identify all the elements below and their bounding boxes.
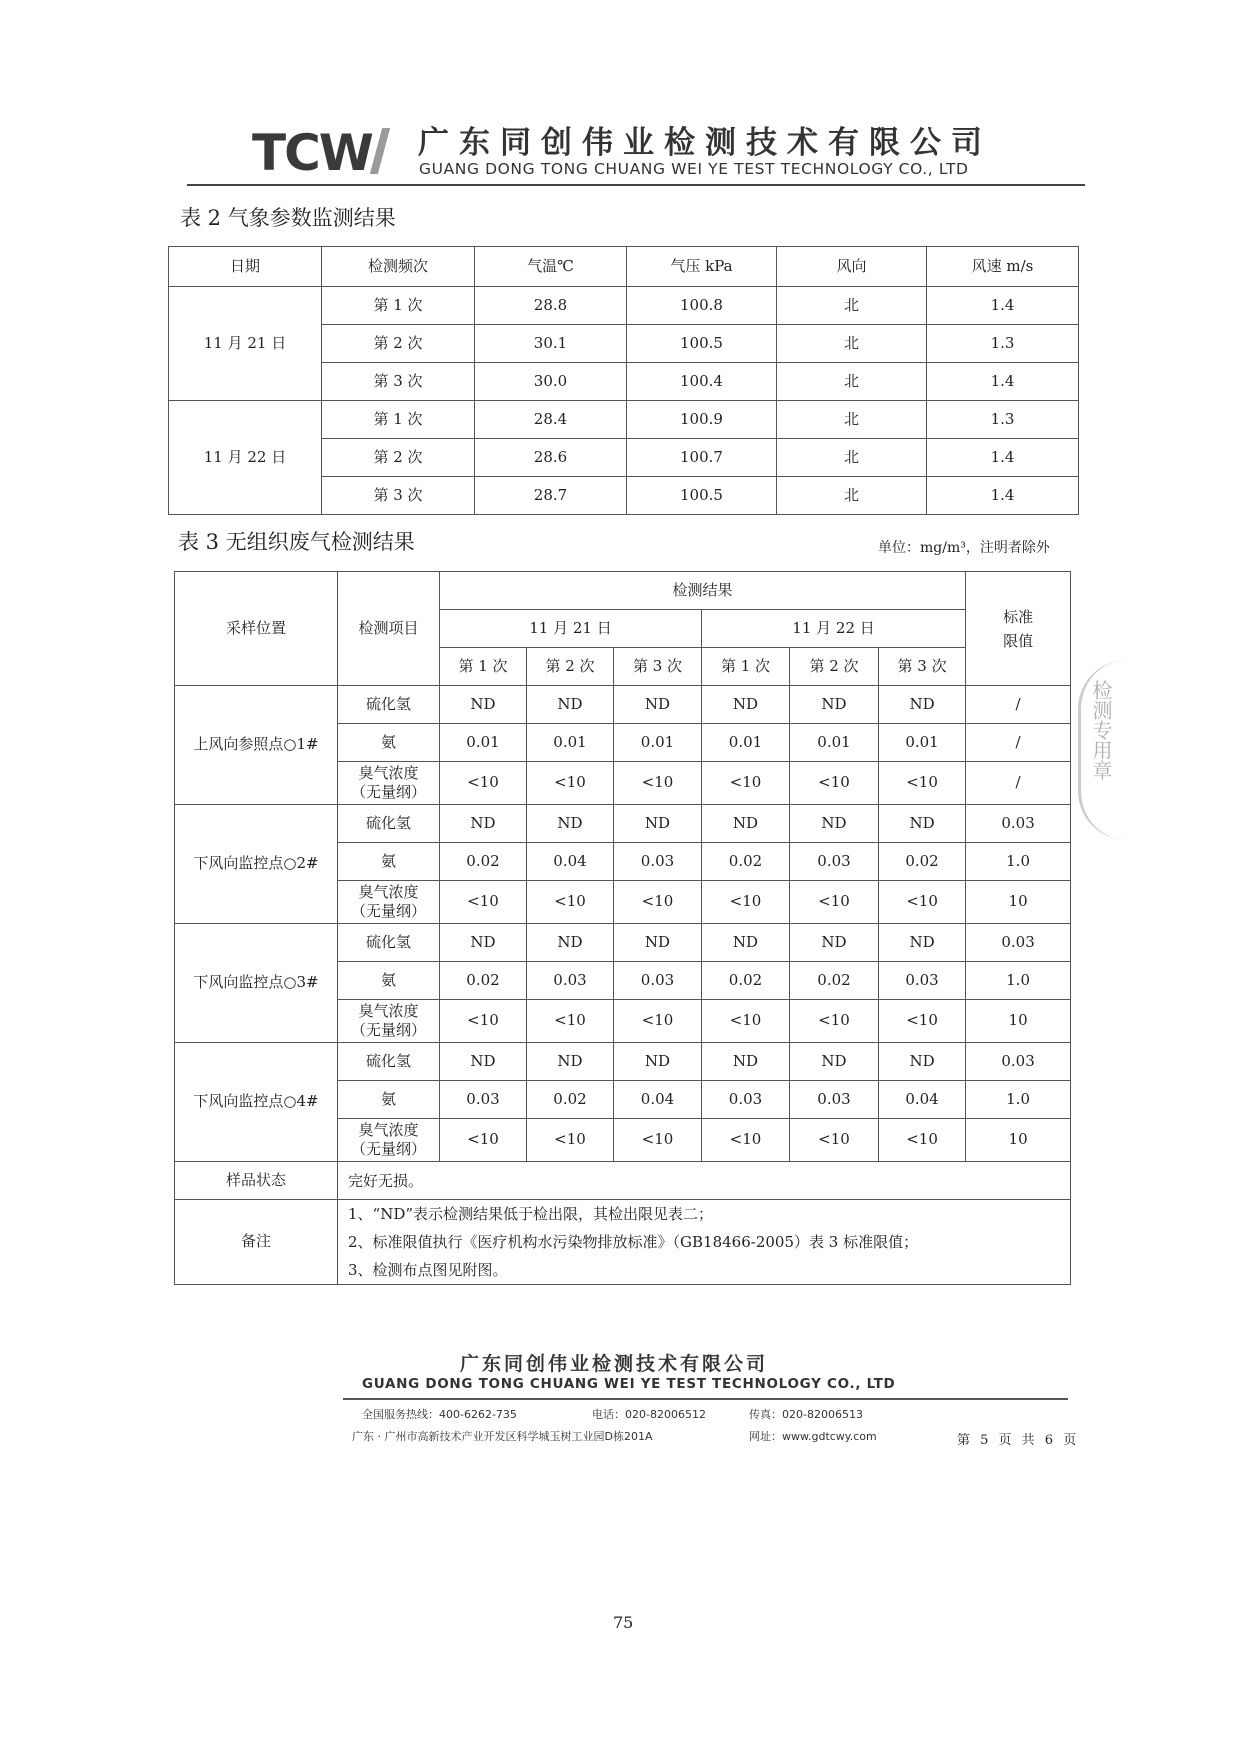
result-value-cell: <10 bbox=[614, 1000, 702, 1043]
result-value-cell: <10 bbox=[702, 881, 790, 924]
wind-direction-cell: 北 bbox=[777, 439, 927, 477]
result-value-cell: <10 bbox=[440, 1119, 527, 1162]
table-row bbox=[169, 287, 1079, 325]
frequency-cell: 第 2 次 bbox=[322, 325, 475, 363]
footer-company-name-en: GUANG DONG TONG CHUANG WEI YE TEST TECHNOLOGY CO., LTD bbox=[362, 1376, 896, 1392]
header-company-name-cn: 广东同创伟业检测技术有限公司 bbox=[418, 125, 992, 161]
column-header-location: 采样位置 bbox=[175, 572, 338, 686]
column-header: 气温℃ bbox=[475, 247, 627, 287]
table-row bbox=[169, 401, 1079, 439]
pressure-cell: 100.5 bbox=[627, 325, 777, 363]
result-value-cell: 0.01 bbox=[440, 724, 527, 762]
frequency-cell: 第 3 次 bbox=[322, 477, 475, 515]
result-value-cell: ND bbox=[527, 1043, 614, 1081]
result-value-cell: 0.04 bbox=[614, 1081, 702, 1119]
temperature-cell: 28.8 bbox=[475, 287, 627, 325]
table2-caption: 表 2 气象参数监测结果 bbox=[180, 206, 396, 230]
notes-content bbox=[338, 1200, 1071, 1285]
result-value-cell: 0.01 bbox=[790, 724, 879, 762]
result-value-cell: 0.01 bbox=[879, 724, 966, 762]
pressure-cell: 100.9 bbox=[627, 401, 777, 439]
standard-limit-cell: 0.03 bbox=[966, 805, 1071, 843]
column-header: 检测频次 bbox=[322, 247, 475, 287]
standard-limit-cell: 10 bbox=[966, 1000, 1071, 1043]
weather-parameters-table bbox=[168, 246, 1079, 515]
sample-state-row bbox=[175, 1162, 1071, 1200]
result-value-cell: 0.03 bbox=[702, 1081, 790, 1119]
pressure-cell: 100.4 bbox=[627, 363, 777, 401]
result-value-cell: ND bbox=[879, 686, 966, 724]
result-value-cell: <10 bbox=[790, 1000, 879, 1043]
result-value-cell: <10 bbox=[440, 1000, 527, 1043]
result-value-cell: ND bbox=[614, 924, 702, 962]
test-item-cell: 氨 bbox=[338, 1081, 440, 1119]
header-divider bbox=[187, 184, 1085, 186]
wind-speed-cell: 1.4 bbox=[927, 439, 1079, 477]
result-value-cell: ND bbox=[879, 1043, 966, 1081]
wind-direction-cell: 北 bbox=[777, 325, 927, 363]
result-value-cell: <10 bbox=[527, 1000, 614, 1043]
result-value-cell: 0.02 bbox=[527, 1081, 614, 1119]
result-value-cell: ND bbox=[702, 1043, 790, 1081]
result-value-cell: ND bbox=[527, 924, 614, 962]
standard-limit-cell: / bbox=[966, 686, 1071, 724]
result-value-cell: <10 bbox=[614, 881, 702, 924]
result-value-cell: 0.04 bbox=[527, 843, 614, 881]
test-item-cell: 硫化氢 bbox=[338, 805, 440, 843]
footer-hotline: 全国服务热线：400-6262-735 bbox=[362, 1408, 517, 1421]
standard-limit-cell: 0.03 bbox=[966, 924, 1071, 962]
result-value-cell: ND bbox=[614, 805, 702, 843]
result-value-cell: 0.02 bbox=[702, 962, 790, 1000]
table-row bbox=[175, 924, 1071, 962]
wind-speed-cell: 1.3 bbox=[927, 401, 1079, 439]
test-item-cell: 臭气浓度（无量纲） bbox=[338, 881, 440, 924]
wind-speed-cell: 1.4 bbox=[927, 477, 1079, 515]
result-value-cell: <10 bbox=[702, 1119, 790, 1162]
result-value-cell: <10 bbox=[879, 1119, 966, 1162]
result-value-cell: 0.02 bbox=[440, 843, 527, 881]
notes-row bbox=[175, 1200, 1071, 1285]
result-value-cell: ND bbox=[790, 924, 879, 962]
standard-limit-cell: / bbox=[966, 724, 1071, 762]
result-value-cell: <10 bbox=[879, 881, 966, 924]
result-value-cell: 0.02 bbox=[440, 962, 527, 1000]
result-value-cell: 0.03 bbox=[440, 1081, 527, 1119]
wind-speed-cell: 1.4 bbox=[927, 363, 1079, 401]
result-value-cell: <10 bbox=[790, 881, 879, 924]
footer-page-info: 第 5 页 共 6 页 bbox=[957, 1433, 1080, 1448]
note-line: 1、“ND”表示检测结果低于检出限，其检出限见表二； bbox=[348, 1205, 714, 1223]
wind-direction-cell: 北 bbox=[777, 363, 927, 401]
result-value-cell: 0.03 bbox=[790, 1081, 879, 1119]
result-value-cell: ND bbox=[527, 805, 614, 843]
result-value-cell: 0.02 bbox=[702, 843, 790, 881]
wind-direction-cell: 北 bbox=[777, 401, 927, 439]
result-value-cell: 0.02 bbox=[790, 962, 879, 1000]
standard-limit-cell: / bbox=[966, 762, 1071, 805]
sampling-location-cell: 下风向监控点○3# bbox=[175, 924, 338, 1043]
column-header-run: 第 3 次 bbox=[879, 648, 966, 686]
result-value-cell: <10 bbox=[702, 1000, 790, 1043]
result-value-cell: <10 bbox=[527, 1119, 614, 1162]
frequency-cell: 第 2 次 bbox=[322, 439, 475, 477]
table-row bbox=[175, 1043, 1071, 1081]
result-value-cell: ND bbox=[527, 686, 614, 724]
company-logo bbox=[252, 124, 384, 182]
test-item-cell: 氨 bbox=[338, 962, 440, 1000]
result-value-cell: 0.01 bbox=[614, 724, 702, 762]
result-value-cell: ND bbox=[702, 924, 790, 962]
result-value-cell: <10 bbox=[527, 762, 614, 805]
frequency-cell: 第 3 次 bbox=[322, 363, 475, 401]
standard-limit-cell: 1.0 bbox=[966, 1081, 1071, 1119]
result-value-cell: 0.03 bbox=[614, 843, 702, 881]
page-number: 75 bbox=[613, 1613, 634, 1632]
result-value-cell: <10 bbox=[527, 881, 614, 924]
result-value-cell: <10 bbox=[614, 762, 702, 805]
pressure-cell: 100.5 bbox=[627, 477, 777, 515]
note-line: 2、标准限值执行《医疗机构水污染物排放标准》（GB18466-2005）表 3 标准限值； bbox=[348, 1233, 919, 1251]
result-value-cell: 0.02 bbox=[879, 843, 966, 881]
column-header-run: 第 1 次 bbox=[440, 648, 527, 686]
column-header-limit bbox=[966, 572, 1071, 686]
wind-direction-cell: 北 bbox=[777, 477, 927, 515]
temperature-cell: 28.4 bbox=[475, 401, 627, 439]
test-item-cell: 臭气浓度（无量纲） bbox=[338, 1000, 440, 1043]
note-line: 3、检测布点图见附图。 bbox=[348, 1261, 508, 1279]
result-value-cell: <10 bbox=[879, 762, 966, 805]
result-value-cell: <10 bbox=[440, 762, 527, 805]
temperature-cell: 30.1 bbox=[475, 325, 627, 363]
temperature-cell: 28.6 bbox=[475, 439, 627, 477]
standard-limit-cell: 1.0 bbox=[966, 843, 1071, 881]
date-cell: 11 月 21 日 bbox=[169, 287, 322, 401]
column-header-date: 11 月 22 日 bbox=[702, 610, 966, 648]
standard-limit-cell: 0.03 bbox=[966, 1043, 1071, 1081]
wind-speed-cell: 1.4 bbox=[927, 287, 1079, 325]
date-cell: 11 月 22 日 bbox=[169, 401, 322, 515]
notes-label: 备注 bbox=[175, 1200, 338, 1285]
temperature-cell: 30.0 bbox=[475, 363, 627, 401]
limit-header-text: 标准限值 bbox=[1003, 607, 1034, 650]
result-value-cell: 0.03 bbox=[614, 962, 702, 1000]
test-item-cell: 氨 bbox=[338, 843, 440, 881]
pressure-cell: 100.7 bbox=[627, 439, 777, 477]
footer-website: 网址：www.gdtcwy.com bbox=[749, 1430, 877, 1443]
result-value-cell: <10 bbox=[879, 1000, 966, 1043]
result-value-cell: ND bbox=[440, 805, 527, 843]
result-value-cell: <10 bbox=[702, 762, 790, 805]
result-value-cell: <10 bbox=[440, 881, 527, 924]
pressure-cell: 100.8 bbox=[627, 287, 777, 325]
footer-address: 广东 · 广州市高新技术产业开发区科学城玉树工业园D栋201A bbox=[352, 1430, 653, 1443]
test-item-cell: 氨 bbox=[338, 724, 440, 762]
result-value-cell: 0.01 bbox=[702, 724, 790, 762]
result-value-cell: ND bbox=[614, 686, 702, 724]
standard-limit-cell: 10 bbox=[966, 881, 1071, 924]
table-header-row bbox=[175, 572, 1071, 610]
footer-fax: 传真：020-82006513 bbox=[749, 1408, 863, 1421]
result-value-cell: ND bbox=[702, 805, 790, 843]
official-stamp-partial bbox=[1078, 660, 1127, 840]
header-company-name-en: GUANG DONG TONG CHUANG WEI YE TEST TECHNOLOGY CO., LTD bbox=[419, 160, 969, 178]
result-value-cell: ND bbox=[790, 686, 879, 724]
result-value-cell: 0.04 bbox=[879, 1081, 966, 1119]
wind-direction-cell: 北 bbox=[777, 287, 927, 325]
column-header-run: 第 3 次 bbox=[614, 648, 702, 686]
sample-state-label: 样品状态 bbox=[175, 1162, 338, 1200]
table-row bbox=[175, 686, 1071, 724]
column-header-run: 第 2 次 bbox=[790, 648, 879, 686]
test-item-cell: 臭气浓度（无量纲） bbox=[338, 1119, 440, 1162]
result-value-cell: ND bbox=[702, 686, 790, 724]
standard-limit-cell: 10 bbox=[966, 1119, 1071, 1162]
table-row bbox=[175, 805, 1071, 843]
fugitive-emission-table bbox=[174, 571, 1071, 1285]
result-value-cell: 0.03 bbox=[527, 962, 614, 1000]
test-item-cell: 硫化氢 bbox=[338, 924, 440, 962]
sampling-location-cell: 下风向监控点○2# bbox=[175, 805, 338, 924]
logo-text: TCW bbox=[252, 124, 372, 182]
result-value-cell: ND bbox=[879, 924, 966, 962]
footer-telephone: 电话：020-82006512 bbox=[592, 1408, 706, 1421]
column-header-results: 检测结果 bbox=[440, 572, 966, 610]
column-header-run: 第 2 次 bbox=[527, 648, 614, 686]
result-value-cell: ND bbox=[440, 924, 527, 962]
table3-caption: 表 3 无组织废气检测结果 bbox=[178, 530, 415, 554]
temperature-cell: 28.7 bbox=[475, 477, 627, 515]
stamp-text: 检测专用章 bbox=[1089, 680, 1113, 780]
result-value-cell: <10 bbox=[614, 1119, 702, 1162]
result-value-cell: ND bbox=[790, 1043, 879, 1081]
column-header-run: 第 1 次 bbox=[702, 648, 790, 686]
result-value-cell: ND bbox=[440, 686, 527, 724]
result-value-cell: 0.03 bbox=[790, 843, 879, 881]
standard-limit-cell: 1.0 bbox=[966, 962, 1071, 1000]
result-value-cell: <10 bbox=[790, 762, 879, 805]
sampling-location-cell: 下风向监控点○4# bbox=[175, 1043, 338, 1162]
column-header-date: 11 月 21 日 bbox=[440, 610, 702, 648]
result-value-cell: 0.03 bbox=[879, 962, 966, 1000]
footer-company-name-cn: 广东同创伟业检测技术有限公司 bbox=[460, 1353, 769, 1375]
result-value-cell: ND bbox=[440, 1043, 527, 1081]
column-header: 日期 bbox=[169, 247, 322, 287]
table-header-row bbox=[169, 247, 1079, 287]
column-header: 风向 bbox=[777, 247, 927, 287]
result-value-cell: <10 bbox=[790, 1119, 879, 1162]
test-item-cell: 硫化氢 bbox=[338, 1043, 440, 1081]
unit-note: 单位：mg/m³，注明者除外 bbox=[878, 540, 1050, 556]
test-item-cell: 臭气浓度（无量纲） bbox=[338, 762, 440, 805]
result-value-cell: 0.01 bbox=[527, 724, 614, 762]
sample-state-value: 完好无损。 bbox=[338, 1162, 1071, 1200]
result-value-cell: ND bbox=[790, 805, 879, 843]
sampling-location-cell: 上风向参照点○1# bbox=[175, 686, 338, 805]
column-header: 风速 m/s bbox=[927, 247, 1079, 287]
wind-speed-cell: 1.3 bbox=[927, 325, 1079, 363]
result-value-cell: ND bbox=[879, 805, 966, 843]
result-value-cell: ND bbox=[614, 1043, 702, 1081]
test-item-cell: 硫化氢 bbox=[338, 686, 440, 724]
column-header: 气压 kPa bbox=[627, 247, 777, 287]
logo-slash-mark bbox=[370, 128, 390, 174]
frequency-cell: 第 1 次 bbox=[322, 287, 475, 325]
column-header-item: 检测项目 bbox=[338, 572, 440, 686]
frequency-cell: 第 1 次 bbox=[322, 401, 475, 439]
footer-divider bbox=[343, 1398, 1068, 1400]
